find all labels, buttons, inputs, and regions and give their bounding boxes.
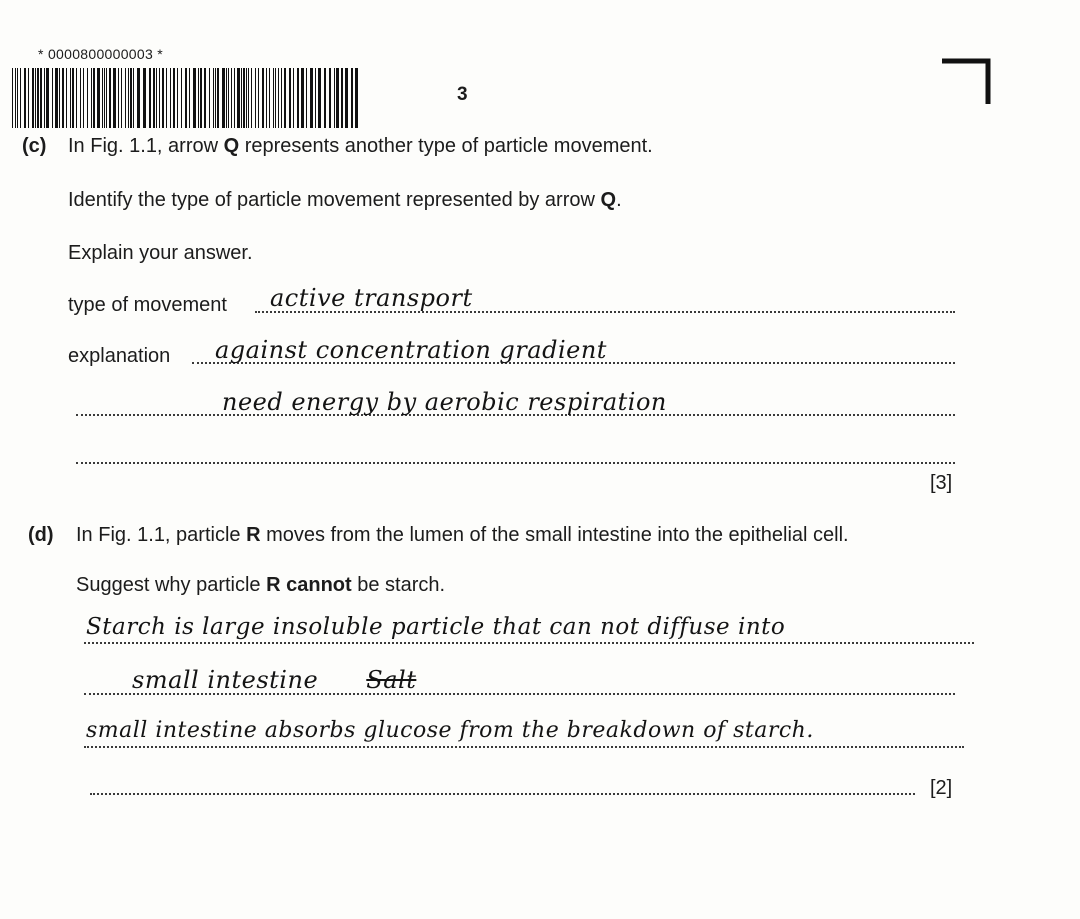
explanation-answer-line-2: need energy by aerobic respiration xyxy=(222,388,667,416)
question-d-answer-line-3: small intestine absorbs glucose from the breakdown of starch. xyxy=(86,718,814,743)
question-d-prompt xyxy=(76,524,849,547)
question-d-prompt-bold: R xyxy=(246,524,261,546)
question-c-explain: Explain your answer. xyxy=(68,242,253,264)
question-c-identify-pre: Identify the type of particle movement represented by arrow xyxy=(68,189,601,211)
question-d-answer-line-1: Starch is large insoluble particle that can not diffuse into xyxy=(86,614,786,640)
question-d-answer-line-2-text: small intestine xyxy=(132,666,319,694)
explanation-answer-line-1: against concentration gradient xyxy=(215,336,607,364)
question-c-prompt xyxy=(68,135,653,158)
marks-d: [2] xyxy=(930,777,953,799)
barcode xyxy=(12,68,362,128)
question-letter-c: (c) xyxy=(22,135,47,157)
barcode-number: * 0000800000003 * xyxy=(38,46,163,62)
question-c-identify xyxy=(68,189,622,212)
type-of-movement-label: type of movement xyxy=(68,294,227,316)
question-c-identify-post: . xyxy=(616,189,622,211)
marks-c: [3] xyxy=(930,472,953,494)
question-c-prompt-bold: Q xyxy=(223,135,240,157)
question-d-prompt-post: moves from the lumen of the small intestine into the epithelial cell. xyxy=(260,524,849,546)
answer-line xyxy=(76,462,955,464)
page-number: 3 xyxy=(457,84,468,105)
question-d-answer-line-2 xyxy=(132,666,416,694)
type-of-movement-answer: active transport xyxy=(270,284,473,312)
question-c-prompt-post: represents another type of particle movement. xyxy=(239,135,653,157)
question-d-suggest-bold: R cannot xyxy=(266,574,352,596)
answer-line xyxy=(84,746,964,748)
answer-line xyxy=(90,793,915,795)
question-d-answer-struck-word: Salt xyxy=(366,666,417,694)
question-d-prompt-pre: In Fig. 1.1, particle xyxy=(76,524,247,546)
question-c-identify-bold: Q xyxy=(600,189,617,211)
answer-line xyxy=(84,642,974,644)
question-letter-d: (d) xyxy=(28,524,54,546)
explanation-label: explanation xyxy=(68,345,171,367)
corner-registration-mark xyxy=(940,58,992,104)
question-d-suggest-pre: Suggest why particle xyxy=(76,574,267,596)
question-d-suggest-post: be starch. xyxy=(351,574,446,596)
question-c-prompt-pre: In Fig. 1.1, arrow xyxy=(68,135,224,157)
question-d-suggest xyxy=(76,574,445,597)
